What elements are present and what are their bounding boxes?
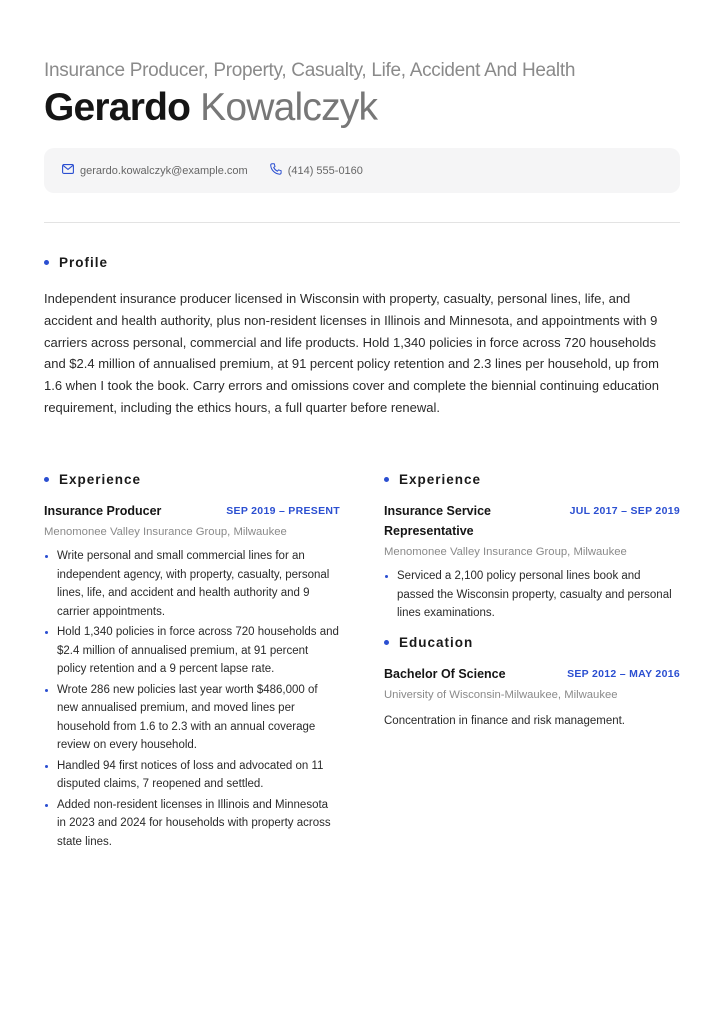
experience-heading bbox=[384, 472, 680, 487]
full-name bbox=[44, 86, 377, 130]
last-name: Kowalczyk bbox=[200, 86, 378, 129]
education-dates: SEP 2012 – MAY 2016 bbox=[567, 667, 680, 680]
entry-organization: Menomonee Valley Insurance Group, Milwaukee bbox=[384, 546, 627, 558]
profile-text: Independent insurance producer licensed in Wisconsin with property, casualty, personal lines, life, and accident and health authority, plus non-resident licenses in Illinois and Minnesota, and appointments with 9 carriers across personal, commercial and life products. Hold 1,340 policies in force across 720 households and $2.4 million of annualised premium, at 91 percent policy retention and 2.3 lines per household, up from 1.6 when I took the book. Carry errors and omissions cover and complete the biennial continuing education requirement, including the ethics hours, a full quarter before renewal. bbox=[44, 291, 659, 415]
education-detail: Concentration in finance and risk management. bbox=[384, 714, 626, 727]
entry-organization: University of Wisconsin-Milwaukee, Milwaukee bbox=[384, 688, 618, 701]
entry-header bbox=[384, 664, 680, 684]
degree: Bachelor Of Science bbox=[384, 666, 506, 681]
experience-entry bbox=[384, 501, 680, 623]
entry-header bbox=[44, 501, 340, 521]
entry-bullets bbox=[44, 547, 340, 851]
entry-bullets bbox=[384, 567, 680, 623]
job-title: Insurance Producer, Property, Casualty, Life, Accident And Health bbox=[44, 60, 576, 81]
entry-company: Menomonee Valley Insurance Group bbox=[44, 526, 228, 538]
resume-page bbox=[44, 0, 680, 1024]
experience-heading-label: Experience bbox=[59, 472, 142, 487]
entry-dates: JUL 2017 – SEP 2019 bbox=[569, 505, 680, 517]
bullet-dot-icon bbox=[44, 260, 49, 265]
mail-icon bbox=[62, 164, 80, 177]
entry-role: Insurance Producer bbox=[44, 504, 162, 518]
entry-location: Milwaukee bbox=[233, 526, 287, 538]
bullet-dot-icon bbox=[44, 477, 49, 482]
entry-dates: SEP 2019 – PRESENT bbox=[226, 505, 340, 517]
list-item: Wrote 286 new policies last year worth $486,000 of new annualised premium, and moved lines per household from 1.6 to 2.3 with an annual coverage review on every household. bbox=[44, 681, 340, 755]
experience-heading-label: Experience bbox=[399, 472, 482, 487]
contact-email[interactable] bbox=[62, 164, 248, 177]
bullet-dot-icon bbox=[384, 477, 389, 482]
entry-organization: Menomonee Valley Insurance Group, Milwaukee bbox=[44, 526, 287, 538]
entry-header bbox=[384, 501, 680, 541]
experience-column-left bbox=[44, 472, 340, 853]
phone-text: (414) 555-0160 bbox=[287, 164, 363, 177]
list-item: Write personal and small commercial lines for an independent agency, with property, casualty, personal lines, life, and accident and health authority and 9 carrier appointments. bbox=[44, 547, 340, 621]
education-entry bbox=[384, 664, 680, 730]
bullet-dot-icon bbox=[384, 640, 389, 645]
profile-heading-label: Profile bbox=[59, 255, 109, 270]
contact-phone[interactable] bbox=[270, 163, 363, 178]
education-heading-label: Education bbox=[399, 634, 474, 650]
experience-heading bbox=[44, 472, 340, 487]
header-divider bbox=[44, 222, 680, 223]
email-text: gerardo.kowalczyk@example.com bbox=[80, 164, 248, 177]
education-heading bbox=[384, 635, 680, 650]
school-location: Milwaukee bbox=[564, 688, 618, 701]
experience-entry bbox=[44, 501, 340, 851]
profile-heading bbox=[44, 255, 108, 270]
list-item: Hold 1,340 policies in force across 720 households and $2.4 million of annualised premium, at 91 percent policy retention and a 9 percent lapse rate. bbox=[44, 623, 340, 679]
entry-role: Insurance Service Representative bbox=[384, 504, 492, 538]
first-name: Gerardo bbox=[44, 86, 191, 129]
list-item: Handled 94 first notices of loss and advocated on 11 disputed claims, 7 reopened and settled. bbox=[44, 757, 340, 794]
phone-icon bbox=[270, 163, 288, 178]
entry-location: Milwaukee bbox=[573, 546, 627, 558]
list-item: Serviced a 2,100 policy personal lines book and passed the Wisconsin property, casualty and personal lines examinations. bbox=[384, 567, 680, 623]
entry-company: Menomonee Valley Insurance Group bbox=[384, 546, 568, 558]
experience-column-right bbox=[384, 472, 680, 730]
list-item: Added non-resident licenses in Illinois and Minnesota in 2023 and 2024 for households with property across state lines. bbox=[44, 796, 340, 852]
school-name: University of Wisconsin-Milwaukee bbox=[384, 688, 558, 701]
contact-bar bbox=[44, 148, 680, 193]
